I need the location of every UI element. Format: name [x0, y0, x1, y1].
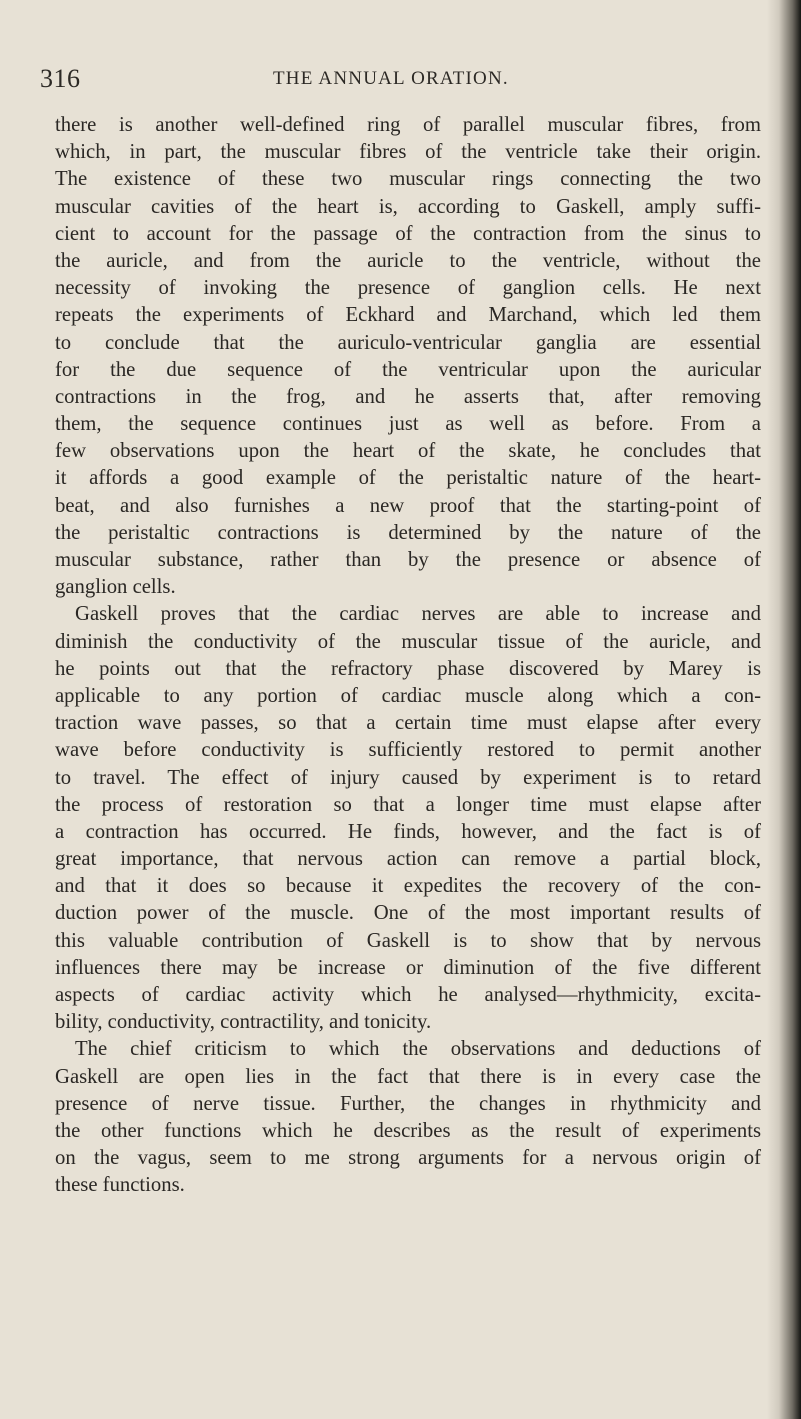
page-number: 316: [40, 64, 81, 93]
text-line: it affords a good example of the peristaltic nature of the heart-: [55, 467, 761, 490]
text-line: beat, and also furnishes a new proof that the starting-point of: [55, 494, 761, 517]
text-line: and that it does so because it expedites the recovery of the con-: [55, 875, 761, 898]
text-line: diminish the conductivity of the muscular tissue of the auricle, and: [55, 630, 761, 653]
text-line: the other functions which he describes as the result of experiments: [55, 1119, 761, 1142]
text-line: these functions.: [55, 1174, 185, 1197]
text-line: on the vagus, seem to me strong arguments for a nervous origin of: [55, 1147, 761, 1170]
running-head: [0, 60, 801, 100]
text-line: a contraction has occurred. He finds, however, and the fact is of: [55, 820, 761, 843]
text-line: duction power of the muscle. One of the most important results of: [55, 902, 761, 925]
text-line: this valuable contribution of Gaskell is to show that by nervous: [55, 929, 761, 952]
text-line: there is another well-defined ring of parallel muscular fibres, from: [55, 114, 761, 136]
text-line: to conclude that the auriculo-ventricular ganglia are essential: [55, 331, 761, 354]
paragraph-start-line: Gaskell proves that the cardiac nerves are able to increase and: [75, 603, 761, 626]
text-line: which, in part, the muscular fibres of the ventricle take their origin.: [55, 141, 761, 164]
text-line: muscular cavities of the heart is, according to Gaskell, amply suffi-: [55, 195, 761, 218]
paragraph-start-line: The chief criticism to which the observations and deductions of: [75, 1038, 761, 1061]
text-line: the process of restoration so that a longer time must elapse after: [55, 793, 761, 816]
text-line: aspects of cardiac activity which he analysed—rhythmicity, excita-: [55, 984, 761, 1006]
text-line: muscular substance, rather than by the presence or absence of: [55, 549, 761, 571]
running-head-title: THE ANNUAL ORATION.: [273, 68, 509, 89]
text-line: bility, conductivity, contractility, and tonicity.: [55, 1011, 432, 1034]
text-line: for the due sequence of the ventricular upon the auricular: [55, 358, 761, 381]
text-line: wave before conductivity is sufficiently restored to permit another: [55, 739, 761, 762]
text-line: contractions in the frog, and he asserts that, after removing: [55, 385, 761, 408]
text-line: great importance, that nervous action can remove a partial block,: [55, 848, 761, 871]
text-line: traction wave passes, so that a certain time must elapse after every: [55, 712, 761, 735]
text-line: necessity of invoking the presence of ganglion cells. He next: [55, 277, 761, 300]
text-line: presence of nerve tissue. Further, the changes in rhythmicity and: [55, 1092, 761, 1115]
text-line: The existence of these two muscular rings connecting the two: [55, 168, 761, 191]
text-line: the peristaltic contractions is determined by the nature of the: [55, 521, 761, 544]
text-line: cient to account for the passage of the contraction from the sinus to: [55, 222, 761, 245]
body-text: [55, 112, 761, 1200]
text-line: he points out that the refractory phase discovered by Marey is: [55, 657, 761, 680]
text-line: them, the sequence continues just as well as before. From a: [55, 413, 761, 436]
text-line: applicable to any portion of cardiac muscle along which a con-: [55, 684, 761, 707]
page-edge-shadow: [767, 0, 801, 1419]
text-line: few observations upon the heart of the skate, he concludes that: [55, 440, 761, 463]
text-line: to travel. The effect of injury caused by experiment is to retard: [55, 766, 761, 789]
text-line: Gaskell are open lies in the fact that there is in every case the: [55, 1065, 761, 1088]
text-line: ganglion cells.: [55, 576, 176, 599]
text-line: influences there may be increase or diminution of the five different: [55, 956, 761, 979]
text-line: the auricle, and from the auricle to the ventricle, without the: [55, 249, 761, 272]
text-line: repeats the experiments of Eckhard and Marchand, which led them: [55, 304, 761, 327]
